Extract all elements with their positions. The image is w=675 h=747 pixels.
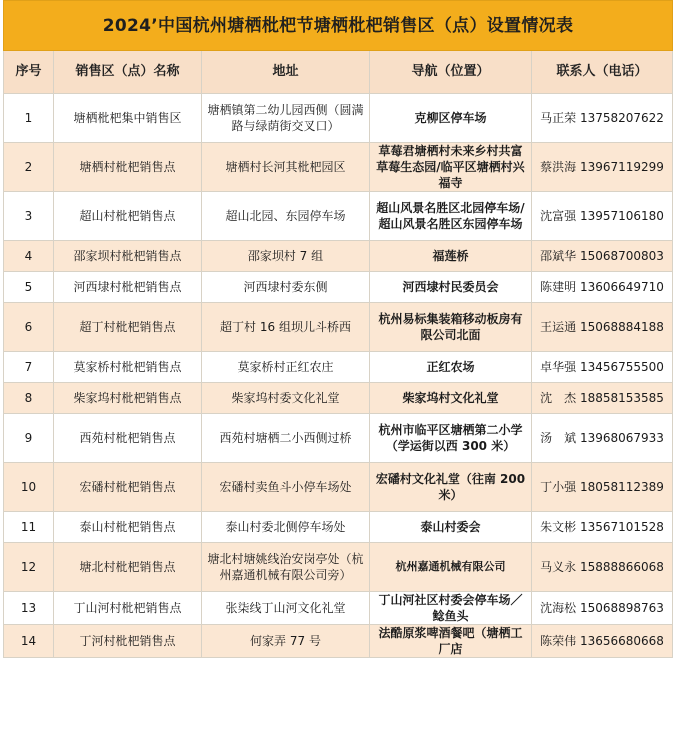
cell-name: 超山村枇杷销售点 <box>54 192 202 241</box>
header-contact: 联系人（电话） <box>532 51 673 94</box>
cell-navigation: 丁山河社区村委会停车场／鲶鱼头 <box>370 592 532 625</box>
cell-contact: 马义永 15888866068 <box>532 543 673 592</box>
cell-name: 泰山村枇杷销售点 <box>54 512 202 543</box>
table-row <box>4 625 673 658</box>
cell-navigation: 法酷原浆啤酒餐吧（塘栖工厂店 <box>370 625 532 658</box>
cell-navigation: 杭州易标集装箱移动板房有限公司北面 <box>370 303 532 352</box>
cell-name: 塘北村枇杷销售点 <box>54 543 202 592</box>
cell-address: 河西埭村委东侧 <box>202 272 370 303</box>
cell-contact: 陈荣伟 13656680668 <box>532 625 673 658</box>
cell-contact: 沈 杰 18858153585 <box>532 383 673 414</box>
table-row <box>4 352 673 383</box>
table-row <box>4 272 673 303</box>
table-row <box>4 592 673 625</box>
cell-no: 13 <box>4 592 54 625</box>
table-row <box>4 543 673 592</box>
cell-name: 西苑村枇杷销售点 <box>54 414 202 463</box>
header-address: 地址 <box>202 51 370 94</box>
cell-navigation: 泰山村委会 <box>370 512 532 543</box>
cell-address: 泰山村委北侧停车场处 <box>202 512 370 543</box>
table-row <box>4 303 673 352</box>
cell-no: 4 <box>4 241 54 272</box>
cell-address: 塘北村塘姚线治安岗亭处（杭州嘉通机械有限公司旁） <box>202 543 370 592</box>
cell-name: 丁山河村枇杷销售点 <box>54 592 202 625</box>
cell-contact: 马正荣 13758207622 <box>532 94 673 143</box>
cell-no: 9 <box>4 414 54 463</box>
cell-address: 塘栖村长河其枇杷园区 <box>202 143 370 192</box>
cell-no: 14 <box>4 625 54 658</box>
cell-no: 12 <box>4 543 54 592</box>
cell-address: 张柒线丁山河文化礼堂 <box>202 592 370 625</box>
cell-contact: 朱文彬 13567101528 <box>532 512 673 543</box>
table-title: 2024’中国杭州塘栖枇杷节塘栖枇杷销售区（点）设置情况表 <box>4 1 673 51</box>
cell-contact: 卓华强 13456755500 <box>532 352 673 383</box>
cell-navigation: 杭州嘉通机械有限公司 <box>370 543 532 592</box>
table-row <box>4 512 673 543</box>
cell-address: 超山北园、东园停车场 <box>202 192 370 241</box>
header-no: 序号 <box>4 51 54 94</box>
table-row <box>4 463 673 512</box>
table-row <box>4 241 673 272</box>
cell-name: 丁河村枇杷销售点 <box>54 625 202 658</box>
cell-contact: 陈建明 13606649710 <box>532 272 673 303</box>
cell-name: 塘栖村枇杷销售点 <box>54 143 202 192</box>
cell-address: 邵家坝村 7 组 <box>202 241 370 272</box>
cell-navigation: 正红农场 <box>370 352 532 383</box>
cell-contact: 王运通 15068884188 <box>532 303 673 352</box>
cell-address: 柴家坞村委文化礼堂 <box>202 383 370 414</box>
cell-contact: 沈富强 13957106180 <box>532 192 673 241</box>
cell-address: 超丁村 16 组坝儿斗桥西 <box>202 303 370 352</box>
table-row <box>4 414 673 463</box>
cell-no: 3 <box>4 192 54 241</box>
header-navigation: 导航（位置） <box>370 51 532 94</box>
cell-name: 河西埭村枇杷销售点 <box>54 272 202 303</box>
cell-navigation: 柴家坞村文化礼堂 <box>370 383 532 414</box>
cell-navigation: 杭州市临平区塘栖第二小学（学运街以西 300 米） <box>370 414 532 463</box>
table-row <box>4 192 673 241</box>
cell-name: 超丁村枇杷销售点 <box>54 303 202 352</box>
cell-no: 7 <box>4 352 54 383</box>
cell-name: 邵家坝村枇杷销售点 <box>54 241 202 272</box>
cell-name: 莫家桥村枇杷销售点 <box>54 352 202 383</box>
cell-name: 宏磻村枇杷销售点 <box>54 463 202 512</box>
cell-navigation: 草莓君塘栖村未来乡村共富草莓生态园/临平区塘栖村兴福寺 <box>370 143 532 192</box>
cell-address: 塘栖镇第二幼儿园西侧（圆满路与绿荫街交叉口） <box>202 94 370 143</box>
cell-address: 莫家桥村正红农庄 <box>202 352 370 383</box>
cell-contact: 汤 斌 13968067933 <box>532 414 673 463</box>
cell-navigation: 克柳区停车场 <box>370 94 532 143</box>
cell-no: 2 <box>4 143 54 192</box>
cell-no: 10 <box>4 463 54 512</box>
header-name: 销售区（点）名称 <box>54 51 202 94</box>
cell-contact: 邵斌华 15068700803 <box>532 241 673 272</box>
cell-navigation: 超山风景名胜区北园停车场/超山风景名胜区东园停车场 <box>370 192 532 241</box>
cell-contact: 沈海松 15068898763 <box>532 592 673 625</box>
cell-navigation: 河西埭村民委员会 <box>370 272 532 303</box>
cell-address: 西苑村塘栖二小西侧过桥 <box>202 414 370 463</box>
cell-no: 6 <box>4 303 54 352</box>
cell-address: 宏磻村卖鱼斗小停车场处 <box>202 463 370 512</box>
cell-address: 何家弄 77 号 <box>202 625 370 658</box>
header-row <box>4 51 673 94</box>
cell-contact: 丁小强 18058112389 <box>532 463 673 512</box>
cell-name: 柴家坞村枇杷销售点 <box>54 383 202 414</box>
sales-points-table <box>3 0 673 658</box>
table-row <box>4 143 673 192</box>
cell-navigation: 宏磻村文化礼堂（往南 200 米） <box>370 463 532 512</box>
cell-no: 5 <box>4 272 54 303</box>
cell-no: 8 <box>4 383 54 414</box>
cell-no: 11 <box>4 512 54 543</box>
table-row <box>4 94 673 143</box>
table-row <box>4 383 673 414</box>
cell-navigation: 福莲桥 <box>370 241 532 272</box>
cell-contact: 蔡洪海 13967119299 <box>532 143 673 192</box>
cell-name: 塘栖枇杷集中销售区 <box>54 94 202 143</box>
cell-no: 1 <box>4 94 54 143</box>
